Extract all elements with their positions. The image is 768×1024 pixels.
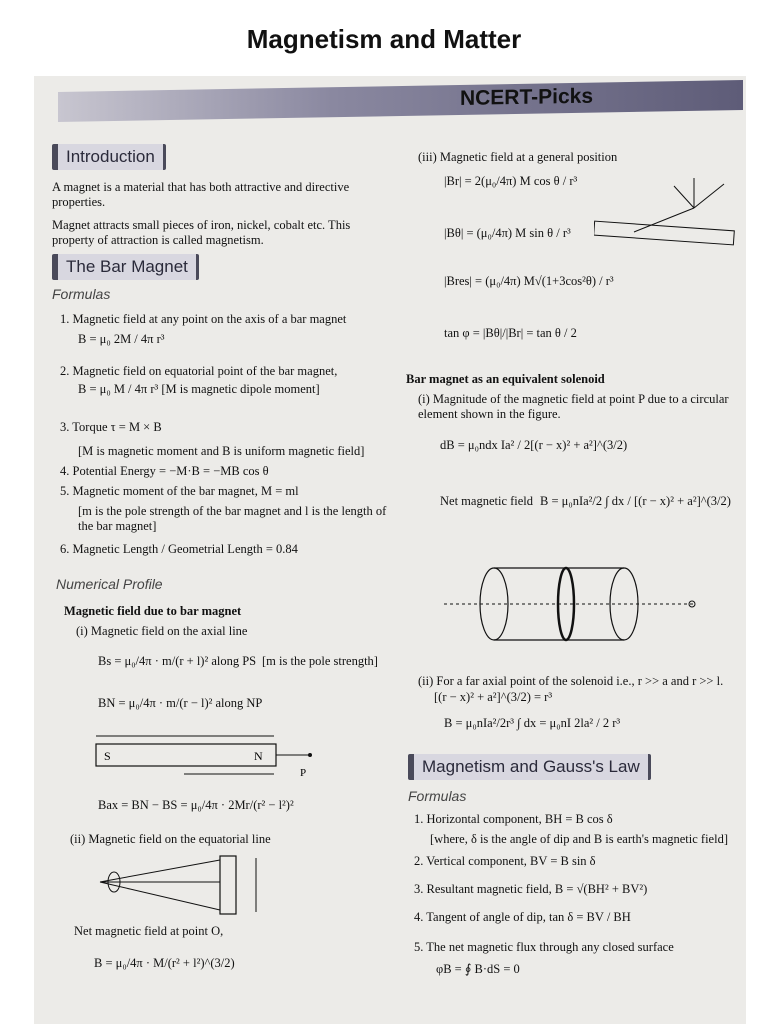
bn-formula: BN = μ₀/4π · m/(r − l)² along NP <box>98 696 263 710</box>
document-page <box>34 76 746 1024</box>
formula-item-1: 1. Magnetic field at any point on the axis of a bar magnet <box>60 312 347 326</box>
gauss-item-3: 3. Resultant magnetic field, B = √(BH² + BV²) <box>414 882 648 896</box>
numerical-profile-label: Numerical Profile <box>56 576 163 592</box>
net-field-formula: B = μ₀nIa²/2 ∫ dx / [(r − x)² + a²]^(3/2) <box>540 494 731 508</box>
formula-item-6: 6. Magnetic Length / Geometrial Length = 0.84 <box>60 542 298 556</box>
bar-s-label: S <box>104 749 111 763</box>
bar-n-label: N <box>254 749 263 763</box>
intro-paragraph-1: A magnet is a material that has both attractive and directive properties. <box>52 180 350 209</box>
formula-item-2: 2. Magnetic field on equatorial point of the bar magnet, <box>60 364 338 378</box>
equatorial-line-label: (ii) Magnetic field on the equatorial line <box>70 832 271 846</box>
banner-label: NCERT-Picks <box>459 84 593 110</box>
gauss-item-1-note: [where, δ is the angle of dip and B is earth's magnetic field] <box>430 832 728 846</box>
field-heading: Magnetic field due to bar magnet <box>64 604 242 618</box>
formula-axis: B = μ₀ 2M / 4π r³ <box>78 332 165 346</box>
solenoid-part-ii: (ii) For a far axial point of the solenoid i.e., r >> a and r >> l. <box>418 674 724 688</box>
gauss-item-2: 2. Vertical component, BV = B sin δ <box>414 854 596 868</box>
formula-item-5-note: [m is the pole strength of the bar magnet and l is the length of the bar magnet] <box>78 504 387 533</box>
ncert-picks-banner <box>58 80 743 122</box>
gauss-item-5: 5. The net magnetic flux through any closed surface <box>414 940 674 954</box>
bar-magnet-axial-diagram <box>74 726 334 792</box>
tan-phi-formula: tan φ = |Bθ|/|Br| = tan θ / 2 <box>444 326 577 340</box>
intro-paragraph-2: Magnet attracts small pieces of iron, nickel, cobalt etc. This property of attraction is called magnetism. <box>52 218 351 247</box>
gauss-formulas-label: Formulas <box>408 788 467 804</box>
gauss-item-1: 1. Horizontal component, BH = B cos δ <box>414 812 613 826</box>
equatorial-net-formula: B = μ₀/4π · M/(r² + l²)^(3/2) <box>94 956 235 970</box>
bax-formula: Bax = BN − BS = μ₀/4π · 2Mr/(r² − l²)² <box>98 798 294 812</box>
gauss-law-heading: Magnetism and Gauss's Law <box>408 754 651 780</box>
solenoid-heading: Bar magnet as an equivalent solenoid <box>406 372 605 386</box>
solenoid-part-ii-eq: [(r − x)² + a²]^(3/2) = r³ <box>434 690 553 704</box>
far-axial-formula: B = μ₀nIa²/2r³ ∫ dx = μ₀nI 2la² / 2 r³ <box>444 716 621 730</box>
general-position-diagram <box>594 168 744 268</box>
page-title: Magnetism and Matter <box>246 24 522 54</box>
introduction-heading: Introduction <box>52 144 166 170</box>
pole-strength-note: [m is the pole strength] <box>262 654 378 668</box>
btheta-formula: |Bθ| = (μ₀/4π) M sin θ / r³ <box>444 226 571 240</box>
gauss-flux-formula: φB = ∮ B·dS = 0 <box>436 962 520 976</box>
equatorial-diagram <box>90 852 290 922</box>
formula-item-4: 4. Potential Energy = −M·B = −MB cos θ <box>60 464 269 478</box>
br-formula: |Br| = 2(μ₀/4π) M cos θ / r³ <box>444 174 578 188</box>
bar-p-label: P <box>300 767 307 779</box>
solenoid-diagram <box>444 552 714 662</box>
net-field-label: Net magnetic field <box>440 494 534 508</box>
solenoid-part-i: (i) Magnitude of the magnetic field at point P due to a circular element shown in the figure. <box>418 392 729 421</box>
bres-formula: |Bres| = (μ₀/4π) M√(1+3cos²θ) / r³ <box>444 274 614 288</box>
formula-equatorial: B = μ₀ M / 4π r³ [M is magnetic dipole moment] <box>78 382 320 396</box>
bar-magnet-heading: The Bar Magnet <box>52 254 199 280</box>
axial-line-label: (i) Magnetic field on the axial line <box>76 624 248 638</box>
page-header <box>0 0 768 78</box>
bs-formula: Bs = μ₀/4π · m/(r + l)² along PS <box>98 654 257 668</box>
gauss-item-4: 4. Tangent of angle of dip, tan δ = BV / BH <box>414 910 631 924</box>
db-formula: dB = μ₀ndx Ia² / 2[(r − x)² + a²]^(3/2) <box>440 438 628 452</box>
general-position-label: (iii) Magnetic field at a general position <box>418 150 618 164</box>
formulas-label: Formulas <box>52 286 111 302</box>
bar-magnet-rect <box>96 744 276 766</box>
formula-item-3-note: [M is magnetic moment and B is uniform magnetic field] <box>78 444 365 458</box>
formula-item-5: 5. Magnetic moment of the bar magnet, M = ml <box>60 484 299 498</box>
formula-item-3: 3. Torque τ = M × B <box>60 420 162 434</box>
net-field-at-o-label: Net magnetic field at point O, <box>74 924 224 938</box>
